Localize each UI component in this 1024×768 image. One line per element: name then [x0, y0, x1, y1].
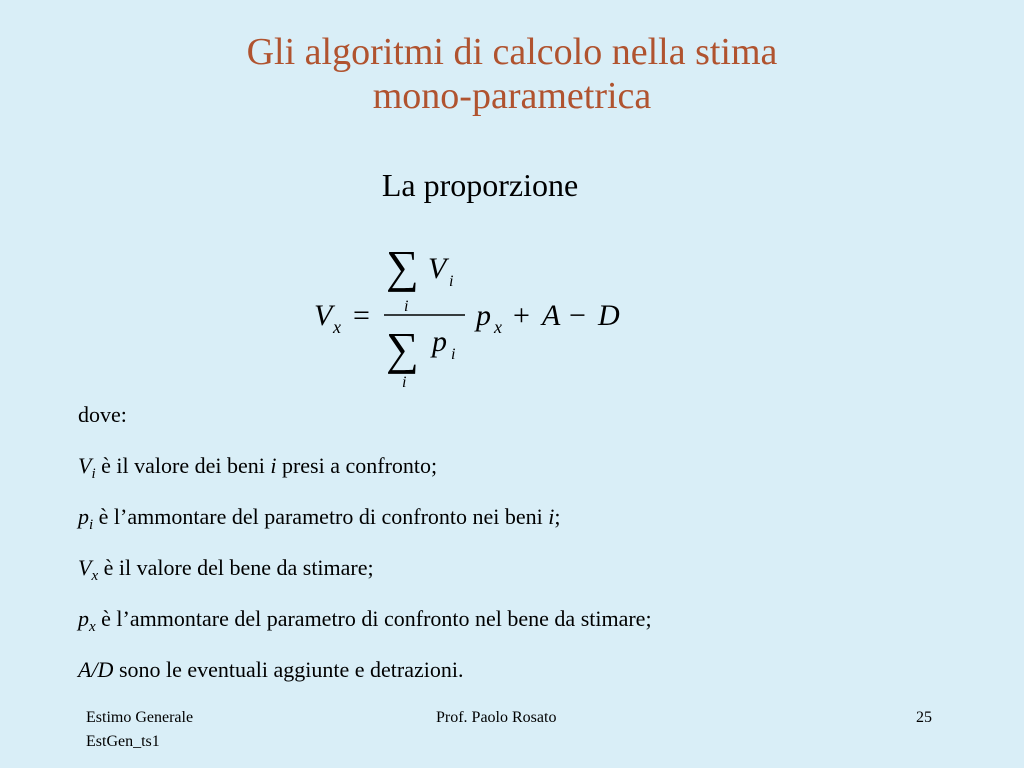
definition-symbol: p — [78, 606, 89, 631]
definitions-intro: dove: — [78, 402, 127, 427]
definition-symbol: A/D — [78, 657, 114, 682]
formula-px-var: p — [476, 299, 491, 332]
page-number: 25 — [916, 709, 932, 726]
formula-px-sub: x — [494, 317, 502, 337]
formula-den-var: p — [432, 325, 447, 358]
footer-left — [86, 706, 193, 754]
footer-code: EstGen_ts1 — [86, 733, 160, 750]
definition-text: è l’ammontare del parametro di confronto nel bene da stimare; — [95, 606, 652, 631]
formula-num-index: i — [404, 298, 409, 315]
formula-num-var: V — [428, 252, 447, 285]
slide-title-line1: Gli algoritmi di calcolo nella stima — [246, 31, 778, 73]
definition-subscript: i — [91, 466, 96, 482]
definition-italic: i — [270, 453, 277, 478]
definition-subscript: x — [91, 568, 99, 584]
formula-plus: + — [513, 299, 530, 332]
definition-italic: i — [548, 504, 555, 529]
formula-den-sub: i — [451, 346, 456, 363]
footer-course: Estimo Generale — [86, 709, 194, 726]
formula-num-sum: ∑ — [386, 241, 419, 292]
definition-item — [78, 555, 978, 584]
definition-subscript: i — [89, 517, 94, 533]
formula-den-sum: ∑ — [386, 323, 419, 374]
definition-item — [78, 453, 978, 482]
footer-author: Prof. Paolo Rosato — [436, 709, 557, 726]
definition-item — [78, 606, 978, 635]
formula-svg — [0, 232, 1024, 397]
definition-text-end: presi a confronto; — [276, 453, 438, 478]
definition-text: sono le eventuali aggiunte e detrazioni. — [113, 657, 464, 682]
slide-title — [0, 30, 1024, 118]
definition-subscript: x — [89, 619, 96, 635]
formula-num-sub: i — [449, 273, 454, 290]
formula-den-index: i — [402, 374, 407, 391]
formula-d-var: D — [598, 299, 620, 332]
formula — [0, 232, 1024, 397]
definition-text: è il valore del bene da stimare; — [98, 555, 374, 580]
definition-text: è il valore dei beni — [95, 453, 271, 478]
formula-a-var: A — [542, 299, 561, 332]
definition-symbol: V — [78, 555, 92, 580]
definition-text: è l’ammontare del parametro di confronto nei beni — [93, 504, 549, 529]
definition-item — [78, 657, 978, 682]
formula-lhs-sub: x — [333, 317, 341, 337]
definition-symbol: V — [78, 453, 92, 478]
slide-subtitle: La proporzione — [381, 167, 579, 203]
definition-symbol: p — [78, 504, 89, 529]
definition-text-end: ; — [554, 504, 561, 529]
slide-title-line2: mono-parametrica — [372, 75, 652, 117]
formula-lhs-var: V — [314, 299, 333, 332]
definition-item — [78, 504, 978, 533]
definitions-list — [78, 402, 978, 708]
formula-equals: = — [353, 299, 370, 332]
formula-minus: − — [569, 299, 586, 332]
